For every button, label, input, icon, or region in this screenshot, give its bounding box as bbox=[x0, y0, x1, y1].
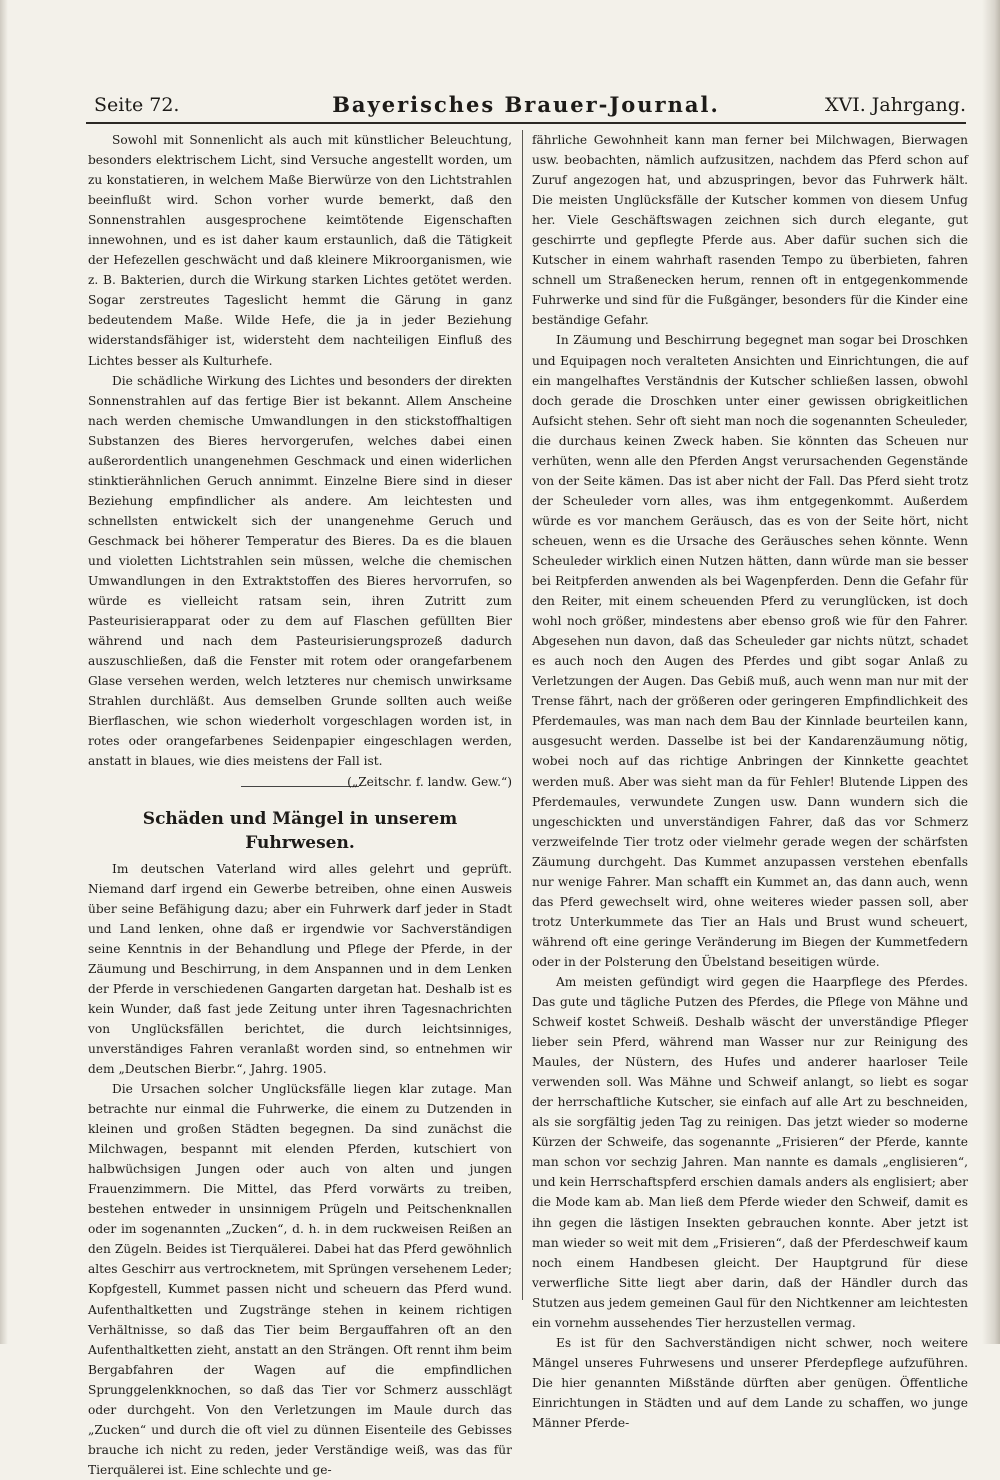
scan-right-edge bbox=[982, 0, 1000, 1344]
column-divider bbox=[522, 130, 523, 1300]
volume-label: XVI. Jahrgang. bbox=[824, 94, 966, 116]
paragraph: Es ist für den Sachverständigen nicht schwer, noch weitere Mängel unseres Fuhrwesens und unserer Pferdepflege aufzuführen. Die hier genannten Mißstände dürften aber genügen. Öffentliche Einrichtungen in Städten und auf dem Lande zu schaffen, wo junge Männer Pferde- bbox=[532, 1335, 968, 1430]
paragraph: Am meisten gefündigt wird gegen die Haarpflege des Pferdes. Das gute und tägliche Putzen des Pferdes, die Pflege von Mähne und Schweif kostet Schweiß. Deshalb wäscht der unverständige Pfleger lieber sein Pferd, während man Wasser nur zur Reinigung des Maules, der Nüstern, des Hufes und anderer haarloser Teile verwenden soll. Was Mähne und Schweif anlangt, so liebt es sogar der herrschaftliche Kutscher, sie einfach auf alle Art zu beschneiden, als sie sorgfältig jeden Tag zu reinigen. Das jetzt wieder so moderne Kürzen der Schweife, das sogenannte „Frisieren“ der Pferde, kannte man schon vor sechzig Jahren. Man nannte es damals „englisieren“, und kein Herrschaftspferd erschien damals anders als englisiert; aber die Mode kam ab. Man ließ dem Pferde wieder den Schweif, damit es ihn gegen die lästigen Insekten gebrauchen konnte. Aber jetzt ist man wieder so weit mit dem „Frisieren“, daß der Pferdeschweif kaum noch einem Handbesen gleicht. Der Hauptgrund für diese verwerfliche Sitte liegt aber darin, daß der Händler durch das Stutzen aus jedem gemeinen Gaul für den Nichtkenner am leichtesten ein vornehm aussehendes Tier herzustellen vermag. bbox=[532, 974, 968, 1330]
page-header bbox=[86, 88, 966, 120]
paragraph: In Zäumung und Beschirrung begegnet man sogar bei Droschken und Equipagen noch veralteten Ansichten und Einrichtungen, die auf ein mangelhaftes Verständnis der Kutscher schließen lassen, obwohl doch gerade die Droschken unter einer gewissen obrigkeitlichen Aufsicht stehen. Sehr oft sieht man noch die sogenannten Scheuleder, die durchaus keinen Zweck haben. Sie könnten das Scheuen nur verhüten, wenn alle den Pferden Angst verursachenden Gegenstände von der Seite kämen. Das ist aber nicht der Fall. Das Pferd sieht trotz der Scheuleder vorn alles, was ihm entgegenkommt. Außerdem würde es vor manchem Geräusch, das es von der Seite hört, nicht scheuen, wenn es die Ursache des Geräusches sehen könnte. Wenn Scheuleder wirklich einen Nutzen hätten, dann würde man sie besser bei Reitpferden anwenden als bei Wagenpferden. Denn die Gefahr für den Reiter, mit einem scheuenden Pferd zu verunglücken, ist doch wohl noch größer, mindestens aber ebenso groß wie für den Fahrer. Abgesehen nun davon, daß das Scheuleder gar nichts nützt, schadet es auch noch den Augen des Pferdes und gibt sogar Anlaß zu Verletzungen der Augen. Das Gebiß muß, auch wenn man nur mit der Trense fährt, nach der größeren oder geringeren Empfindlichkeit des Pferdemaules, was man nach dem Bau der Kinnlade beurteilen kann, ausgesucht werden. Dasselbe ist bei der Kandarenzäumung nötig, wobei noch auf das richtige Anbringen der Kinnkette geachtet werden muß. Aber was sieht man da für Fehler! Blutende Lippen des Pferdemaules, verwundete Zungen usw. Dann wundern sich die ungeschickten und unverständigen Fahrer, daß das vor Schmerz verzweifelnde Tier trotz oder vielmehr gerade wegen der schärfsten Zäumung durchgeht. Das Kummet anzupassen verstehen ebenfalls nur wenige Fahrer. Man schafft ein Kummet an, das dann auch, wenn das Pferd gewechselt wird, ohne weiteres wieder passen soll, aber trotz Unterkummete das Tier an Hals und Brust wund scheuert, während oft eine geringe Veränderung im Biegen der Kummetfedern oder in der Polsterung den Übelstand beseitigen würde. bbox=[532, 333, 968, 969]
page-number: Seite 72. bbox=[94, 94, 180, 116]
paragraph: Im deutschen Vaterland wird alles gelehrt und geprüft. Niemand darf irgend ein Gewerbe betreiben, ohne einen Ausweis über seine Befähigung dazu; aber ein Fuhrwerk darf jeder in Stadt und Land lenken, ohne daß er irgendwie vor Sachverständigen seine Kenntnis in der Behandlung und Pflege der Pferde, in der Zäumung und Beschirrung, in dem Anspannen und in dem Lenken der Pferde in verschiedenen Gangarten dargetan hat. Deshalb ist es kein Wunder, daß fast jede Zeitung unter ihren Tagesnachrichten von Unglücksfällen berichtet, die durch leichtsinniges, unverständiges Fahren veranlaßt worden sind, so entnehmen wir dem „Deutschen Bierbr.“, Jahrg. 1905. bbox=[88, 861, 512, 1076]
scan-left-edge bbox=[0, 0, 8, 1344]
paragraph-text: Die schädliche Wirkung des Lichtes und besonders der direkten Sonnenstrahlen auf das fertige Bier ist bekannt. Allem Anscheine nach werden chemische Umwandlungen in den stickstoffhaltigen Substanzen des Bieres hervorgerufen, welches dabei einen außerordentlich unangenehmen Geschmack und einen widerlichen stinktierähnlichen Geruch annimmt. Einzelne Biere sind in dieser Beziehung empfindlicher als andere. Am leichtesten und schnellsten entwickelt sich der unangenehme Geruch und Geschmack bei höherer Temperatur des Bieres. Da es die blauen und violetten Lichtstrahlen sein müssen, welche die chemischen Umwandlungen in den Extraktstoffen des Bieres hervorrufen, so würde es vielleicht ratsam sein, ihren Zutritt zum Pasteurisierapparat oder zu dem auf Flaschen gefüllten Bier während und nach dem Pasteurisierungsprozeß dadurch auszuschließen, daß die Fenster mit rotem oder orangefarbenem Glase versehen werden, welch letzteres nur chemisch unwirksame Strahlen durchläßt. Aus demselben Grunde sollten auch weiße Bierflaschen, wie schon wiederholt vorgeschlagen worden ist, in rotes oder orangefarbenes Seidenpapier eingeschlagen werden, anstatt in blaues, wie dies meistens der Fall ist. bbox=[88, 373, 512, 769]
paragraph: fährliche Gewohnheit kann man ferner bei Milchwagen, Bierwagen usw. beobachten, nämlich aufzusitzen, nachdem das Pferd schon auf Zuruf angezogen hat, und abzuspringen, bevor das Fuhrwerk hält. Die meisten Unglücksfälle der Kutscher kommen von diesem Unfug her. Viele Geschäftswagen zeichnen sich durch elegante, gut geschirrte und gepflegte Pferde aus. Aber dafür suchen sich die Kutscher in einem wahrhaft rasenden Tempo zu überbieten, fahren schnell um Straßenecken herum, rennen oft in entgegenkommende Fuhrwerke und sind für die Fußgänger, besonders für die Kinder eine beständige Gefahr. bbox=[532, 133, 968, 328]
paragraph: Die Ursachen solcher Unglücksfälle liegen klar zutage. Man betrachte nur einmal die Fuhrwerke, die einem zu Dutzenden in kleinen und großen Städten begegnen. Da sind zunächst die Milchwagen, bespannt mit elenden Pferden, kutschiert von halbwüchsigen Jungen oder auch von alten und jungen Frauenzimmern. Die Mittel, das Pferd vorwärts zu treiben, bestehen entweder in unsinnigem Prügeln und Peitschenknallen oder im sogenannten „Zucken“, d. h. in dem ruckweisen Reißen an den Zügeln. Beides ist Tierquälerei. Dabei hat das Pferd gewöhnlich altes Geschirr aus vertrocknetem, mit Sprüngen versehenem Leder; Kopfgestell, Kummet passen nicht und scheuern das Pferd wund. Aufenthaltketten und Zugstränge stehen in keinem richtigen Verhältnisse, so daß das Tier beim Bergauffahren oft an den Aufenthaltketten zieht, anstatt an den Strängen. Oft rennt ihm beim Bergabfahren der Wagen auf die empfindlichen Sprunggelenkknochen, so daß das Tier vor Schmerz ausschlägt oder durchgeht. Von den Verletzungen im Maule durch das „Zucken“ und durch die oft viel zu dünnen Eisenteile des Gebisses brauche ich nicht zu reden, jeder Verständige weiß, was das für Tierquälerei ist. Eine schlechte und ge- bbox=[88, 1082, 512, 1477]
left-column bbox=[88, 130, 512, 1480]
header-rule bbox=[86, 122, 966, 124]
paragraph: Sowohl mit Sonnenlicht als auch mit künstlicher Beleuchtung, besonders elektrischem Licht, sind Versuche angestellt worden, um zu konstatieren, in welchem Maße Bierwürze von den Lichtstrahlen beeinflußt wird. Schon vorher wurde bemerkt, daß den Sonnenstrahlen ausgesprochene keimtötende Eigenschaften innewohnen, und es ist daher kaum erstaunlich, daß die Tätigkeit der Hefezellen geschwächt und daß kleinere Mikroorganismen, wie z. B. Bakterien, durch die Wirkung starken Lichtes getötet werden. Sogar zerstreutes Tageslicht hemmt die Gärung in ganz bedeutendem Maße. Wilde Hefe, die ja in jeder Beziehung widerstandsfähiger ist, widersteht dem nachteiligen Einfluß des Lichtes besser als Kulturhefe. bbox=[88, 133, 512, 368]
paragraph bbox=[88, 371, 512, 789]
journal-title: Bayerisches Brauer-Journal. bbox=[332, 92, 720, 117]
article-headline: Schäden und Mängel in unserem Fuhrwesen. bbox=[142, 808, 458, 853]
right-column bbox=[532, 130, 968, 1433]
citation: („Zeitschr. f. landw. Gew.“) bbox=[347, 774, 512, 789]
